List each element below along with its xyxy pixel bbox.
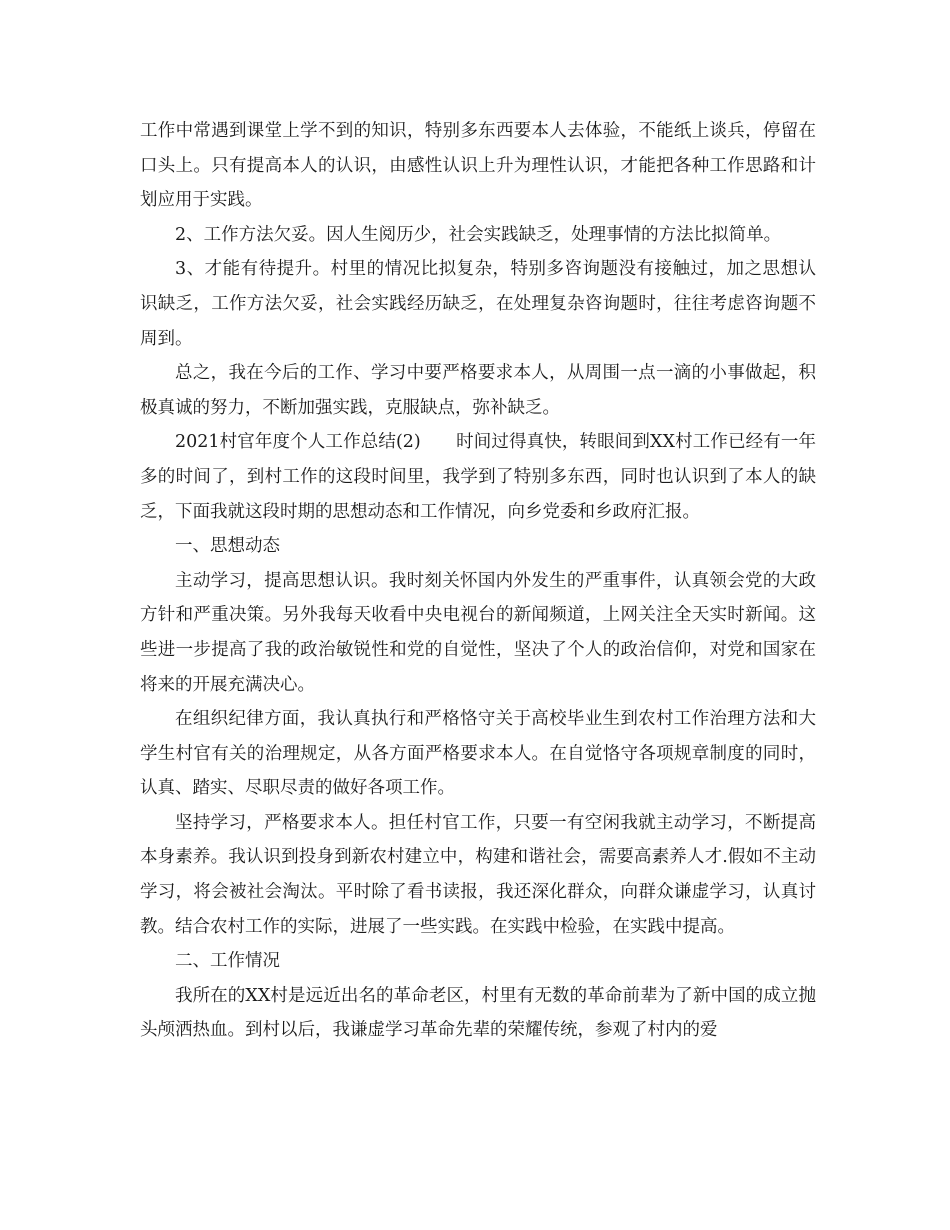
paragraph-11: 我所在的XX村是远近出名的革命老区，村里有无数的革命前辈为了新中国的成立抛头颅洒热血。到村以后，我谦虚学习革命先辈的荣耀传统，参观了村内的爱 bbox=[140, 985, 816, 1041]
paragraph-9: 坚持学习，严格要求本人。担任村官工作，只要一有空闲我就主动学习，不断提高本身素养。我认识到投身到新农村建立中，构建和谐社会，需要高素养人才.假如不主动学习，将会被社会淘汰。平时除了看书读报，我还深化群众，向群众谦虚学习，认真讨教。结合农村工作的实际，进展了一些实践。在实践中检验，在实践中提高。 bbox=[140, 812, 816, 937]
paragraph-8: 在组织纪律方面，我认真执行和严格恪守关于高校毕业生到农村工作治理方法和大学生村官有关的治理规定，从各方面严格要求本人。在自觉恪守各项规章制度的同时，认真、踏实、尽职尽责的做好各项工作。 bbox=[140, 709, 816, 799]
paragraph-1: 工作中常遇到课堂上学不到的知识，特别多东西要本人去体验，不能纸上谈兵，停留在口头上。只有提高本人的认识，由感性认识上升为理性认识，才能把各种工作思路和计划应用于实践。 bbox=[140, 121, 816, 211]
section-heading-thought: 一、思想动态 bbox=[175, 536, 280, 557]
paragraph-2: 2、工作方法欠妥。因人生阅历少，社会实践缺乏，处理事情的方法比拟简单。 bbox=[175, 224, 782, 245]
paragraph-5: 2021村官年度个人工作总结(2) 时间过得真快，转眼间到XX村工作已经有一年多的时间了，到村工作的这段时间里，我学到了特别多东西，同时也认识到了本人的缺乏，下面我就这段时期的思想动态和工作情况，向乡党委和乡政府汇报。 bbox=[140, 432, 816, 522]
document-body bbox=[140, 114, 816, 1048]
paragraph-3: 3、才能有待提升。村里的情况比拟复杂，特别多咨询题没有接触过，加之思想认识缺乏，工作方法欠妥，社会实践经历缺乏，在处理复杂咨询题时，往往考虑咨询题不周到。 bbox=[140, 259, 816, 349]
paragraph-4: 总之，我在今后的工作、学习中要严格要求本人，从周围一点一滴的小事做起，积极真诚的努力，不断加强实践，克服缺点，弥补缺乏。 bbox=[140, 363, 816, 418]
section-heading-work: 二、工作情况 bbox=[175, 951, 280, 972]
paragraph-7: 主动学习，提高思想认识。我时刻关怀国内外发生的严重事件，认真领会党的大政方针和严重决策。另外我每天收看中央电视台的新闻频道，上网关注全天实时新闻。这些进一步提高了我的政治敏锐性和党的自觉性，坚决了个人的政治信仰，对党和国家在将来的开展充满决心。 bbox=[140, 570, 816, 695]
